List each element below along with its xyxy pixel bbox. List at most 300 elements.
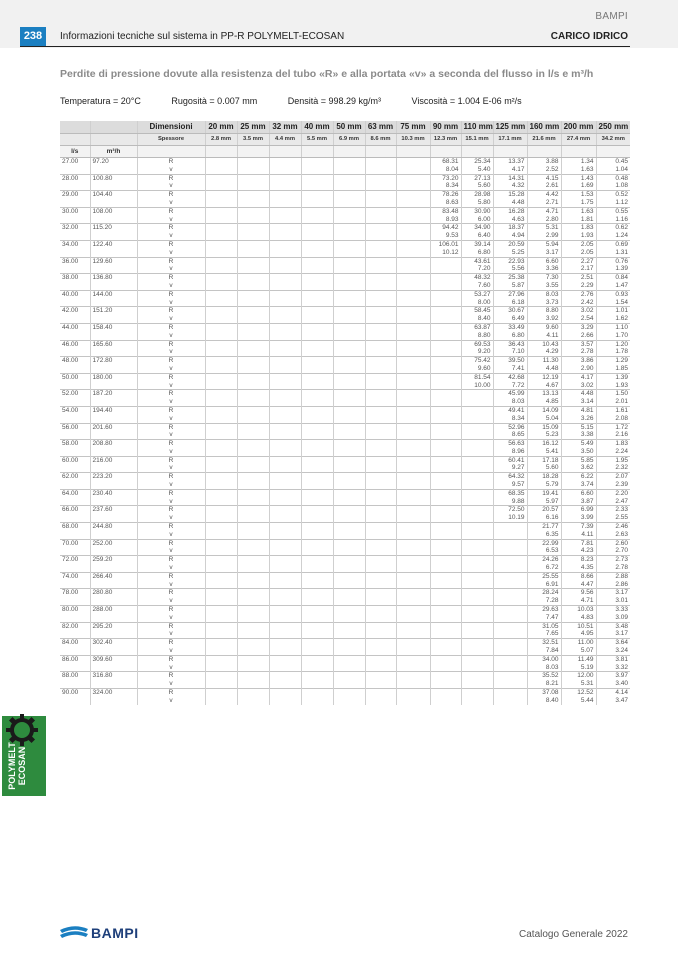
value-cell — [365, 274, 396, 282]
value-cell — [301, 290, 333, 298]
value-cell — [205, 224, 237, 232]
value-cell: 8.80 — [461, 332, 493, 340]
flow-ls — [60, 216, 90, 224]
value-cell — [396, 614, 430, 622]
value-cell — [430, 323, 461, 331]
value-cell — [396, 672, 430, 680]
flow-ls — [60, 265, 90, 273]
value-cell — [430, 456, 461, 464]
value-cell — [461, 581, 493, 589]
value-cell: 2.17 — [561, 265, 596, 273]
header-diameter: 75 mm — [396, 121, 430, 134]
row-label: v — [137, 564, 205, 572]
table-row — [60, 216, 630, 224]
flow-m3h — [90, 464, 137, 472]
value-cell — [301, 572, 333, 580]
row-label: v — [137, 415, 205, 423]
value-cell: 60.41 — [493, 456, 527, 464]
header-diameter: 90 mm — [430, 121, 461, 134]
table-row — [60, 523, 630, 531]
value-cell — [269, 290, 301, 298]
row-label: R — [137, 489, 205, 497]
flow-m3h — [90, 216, 137, 224]
value-cell — [301, 672, 333, 680]
value-cell — [365, 348, 396, 356]
row-label: v — [137, 315, 205, 323]
value-cell — [237, 249, 269, 257]
flow-m3h: 324.00 — [90, 689, 137, 697]
value-cell — [301, 639, 333, 647]
value-cell — [237, 622, 269, 630]
value-cell — [333, 207, 365, 215]
value-cell: 3.32 — [596, 664, 630, 672]
table-header-thickness — [60, 134, 630, 146]
flow-ls: 78.00 — [60, 589, 90, 597]
value-cell: 4.48 — [493, 199, 527, 207]
value-cell — [237, 232, 269, 240]
flow-m3h: 187.20 — [90, 390, 137, 398]
flow-m3h — [90, 365, 137, 373]
value-cell — [237, 382, 269, 390]
value-cell — [461, 589, 493, 597]
value-cell — [396, 357, 430, 365]
value-cell — [269, 398, 301, 406]
value-cell — [301, 166, 333, 174]
value-cell — [365, 589, 396, 597]
value-cell: 5.23 — [527, 431, 561, 439]
header-thickness: 34.2 mm — [596, 134, 630, 146]
table-row — [60, 299, 630, 307]
value-cell — [430, 348, 461, 356]
value-cell: 8.03 — [527, 664, 561, 672]
value-cell — [301, 556, 333, 564]
flow-m3h: 208.80 — [90, 440, 137, 448]
table-row — [60, 464, 630, 472]
value-cell: 9.20 — [461, 348, 493, 356]
value-cell: 25.34 — [461, 158, 493, 166]
value-cell: 2.54 — [561, 315, 596, 323]
value-cell — [430, 581, 461, 589]
table-row — [60, 365, 630, 373]
value-cell: 6.18 — [493, 299, 527, 307]
table-row — [60, 282, 630, 290]
value-cell: 4.17 — [561, 373, 596, 381]
flow-ls: 70.00 — [60, 539, 90, 547]
value-cell — [237, 216, 269, 224]
value-cell — [396, 332, 430, 340]
value-cell: 2.29 — [561, 282, 596, 290]
value-cell — [333, 232, 365, 240]
value-cell — [333, 307, 365, 315]
value-cell: 6.91 — [527, 581, 561, 589]
value-cell — [396, 290, 430, 298]
value-cell: 4.67 — [527, 382, 561, 390]
value-cell — [237, 689, 269, 697]
flow-ls: 80.00 — [60, 606, 90, 614]
value-cell: 1.81 — [561, 216, 596, 224]
header-thickness: 17.1 mm — [493, 134, 527, 146]
value-cell — [237, 440, 269, 448]
value-cell — [333, 498, 365, 506]
value-cell — [237, 265, 269, 273]
value-cell — [237, 630, 269, 638]
value-cell — [205, 581, 237, 589]
value-cell — [301, 174, 333, 182]
value-cell — [365, 697, 396, 705]
value-cell — [396, 489, 430, 497]
value-cell — [333, 597, 365, 605]
value-cell — [205, 390, 237, 398]
value-cell — [269, 697, 301, 705]
value-cell: 1.50 — [596, 390, 630, 398]
value-cell: 8.65 — [493, 431, 527, 439]
value-cell — [461, 614, 493, 622]
value-cell — [365, 547, 396, 555]
value-cell — [301, 473, 333, 481]
value-cell: 5.85 — [561, 456, 596, 464]
value-cell — [461, 556, 493, 564]
value-cell: 2.01 — [596, 398, 630, 406]
value-cell — [333, 431, 365, 439]
value-cell — [365, 299, 396, 307]
value-cell — [365, 523, 396, 531]
value-cell — [301, 689, 333, 697]
value-cell: 58.45 — [461, 307, 493, 315]
value-cell: 4.83 — [561, 614, 596, 622]
flow-m3h: 266.40 — [90, 572, 137, 580]
value-cell — [205, 373, 237, 381]
value-cell: 1.20 — [596, 340, 630, 348]
value-cell — [365, 382, 396, 390]
value-cell — [365, 282, 396, 290]
value-cell: 7.20 — [461, 265, 493, 273]
value-cell — [269, 207, 301, 215]
value-cell — [205, 464, 237, 472]
value-cell: 0.45 — [596, 158, 630, 166]
value-cell: 6.72 — [527, 564, 561, 572]
value-cell — [205, 639, 237, 647]
value-cell — [396, 216, 430, 224]
value-cell — [333, 506, 365, 514]
value-cell — [365, 191, 396, 199]
value-cell — [333, 697, 365, 705]
value-cell: 4.48 — [561, 390, 596, 398]
value-cell: 6.80 — [461, 249, 493, 257]
value-cell — [205, 440, 237, 448]
value-cell — [396, 224, 430, 232]
value-cell: 10.12 — [430, 249, 461, 257]
value-cell — [269, 506, 301, 514]
table-row — [60, 672, 630, 680]
value-cell: 3.36 — [527, 265, 561, 273]
row-label: v — [137, 531, 205, 539]
value-cell — [269, 315, 301, 323]
value-cell: 10.03 — [561, 606, 596, 614]
row-label: R — [137, 473, 205, 481]
value-cell: 9.60 — [527, 323, 561, 331]
value-cell: 5.25 — [493, 249, 527, 257]
value-cell: 35.52 — [527, 672, 561, 680]
value-cell: 3.17 — [596, 589, 630, 597]
table-row — [60, 348, 630, 356]
value-cell — [237, 448, 269, 456]
value-cell: 1.10 — [596, 323, 630, 331]
value-cell — [430, 390, 461, 398]
value-cell: 2.63 — [596, 531, 630, 539]
value-cell — [333, 556, 365, 564]
value-cell — [396, 572, 430, 580]
value-cell: 8.34 — [430, 182, 461, 190]
flow-ls — [60, 464, 90, 472]
value-cell: 6.40 — [461, 232, 493, 240]
value-cell — [269, 564, 301, 572]
value-cell — [461, 606, 493, 614]
flow-m3h — [90, 249, 137, 257]
value-cell: 1.61 — [596, 406, 630, 414]
header-diameter: 32 mm — [269, 121, 301, 134]
value-cell — [269, 390, 301, 398]
flow-ls: 34.00 — [60, 240, 90, 248]
flow-m3h: 180.00 — [90, 373, 137, 381]
flow-m3h: 309.60 — [90, 655, 137, 663]
value-cell — [205, 207, 237, 215]
table-row — [60, 240, 630, 248]
value-cell — [333, 315, 365, 323]
value-cell — [333, 158, 365, 166]
bampi-logo-icon — [58, 924, 90, 940]
value-cell — [430, 489, 461, 497]
header-diameter: 110 mm — [461, 121, 493, 134]
value-cell — [205, 655, 237, 663]
flow-m3h — [90, 614, 137, 622]
table-row — [60, 382, 630, 390]
value-cell — [237, 282, 269, 290]
value-cell: 3.01 — [596, 597, 630, 605]
flow-m3h — [90, 282, 137, 290]
table-row — [60, 158, 630, 166]
value-cell — [430, 257, 461, 265]
value-cell: 0.62 — [596, 224, 630, 232]
value-cell: 45.99 — [493, 390, 527, 398]
table-row — [60, 191, 630, 199]
value-cell — [205, 506, 237, 514]
value-cell — [365, 265, 396, 273]
value-cell — [365, 689, 396, 697]
value-cell — [430, 357, 461, 365]
header-blank — [561, 146, 596, 158]
table-row — [60, 506, 630, 514]
flow-ls: 60.00 — [60, 456, 90, 464]
value-cell — [365, 581, 396, 589]
value-cell — [365, 514, 396, 522]
value-cell — [365, 431, 396, 439]
value-cell: 4.71 — [561, 597, 596, 605]
param-density: Densità = 998.29 kg/m³ — [287, 96, 382, 106]
value-cell — [269, 191, 301, 199]
value-cell — [301, 498, 333, 506]
flow-ls — [60, 630, 90, 638]
value-cell: 4.15 — [527, 174, 561, 182]
value-cell: 5.04 — [527, 415, 561, 423]
value-cell — [237, 498, 269, 506]
value-cell: 81.54 — [461, 373, 493, 381]
table-row — [60, 597, 630, 605]
value-cell — [205, 299, 237, 307]
value-cell — [333, 639, 365, 647]
value-cell: 2.70 — [596, 547, 630, 555]
value-cell — [269, 614, 301, 622]
value-cell: 3.38 — [561, 431, 596, 439]
value-cell — [430, 382, 461, 390]
value-cell — [333, 182, 365, 190]
value-cell — [301, 357, 333, 365]
value-cell — [205, 547, 237, 555]
value-cell — [365, 182, 396, 190]
value-cell — [237, 606, 269, 614]
value-cell: 4.85 — [527, 398, 561, 406]
value-cell: 22.99 — [527, 539, 561, 547]
value-cell — [365, 415, 396, 423]
value-cell — [396, 564, 430, 572]
value-cell — [301, 207, 333, 215]
value-cell — [333, 547, 365, 555]
value-cell — [301, 655, 333, 663]
value-cell — [269, 257, 301, 265]
value-cell: 5.87 — [493, 282, 527, 290]
value-cell — [269, 597, 301, 605]
flow-m3h — [90, 299, 137, 307]
value-cell — [333, 365, 365, 373]
value-cell — [430, 299, 461, 307]
value-cell: 106.01 — [430, 240, 461, 248]
value-cell: 7.10 — [493, 348, 527, 356]
flow-ls — [60, 614, 90, 622]
header-blank — [60, 121, 90, 134]
value-cell — [396, 299, 430, 307]
value-cell — [461, 639, 493, 647]
flow-m3h — [90, 664, 137, 672]
value-cell: 9.88 — [493, 498, 527, 506]
value-cell — [396, 315, 430, 323]
value-cell — [237, 390, 269, 398]
flow-ls: 50.00 — [60, 373, 90, 381]
value-cell: 13.37 — [493, 158, 527, 166]
value-cell: 11.00 — [561, 639, 596, 647]
value-cell: 4.23 — [561, 547, 596, 555]
value-cell — [493, 556, 527, 564]
flow-ls: 58.00 — [60, 440, 90, 448]
value-cell: 5.41 — [527, 448, 561, 456]
flow-m3h: 97.20 — [90, 158, 137, 166]
flow-m3h — [90, 182, 137, 190]
value-cell: 29.63 — [527, 606, 561, 614]
value-cell: 1.01 — [596, 307, 630, 315]
value-cell — [205, 290, 237, 298]
value-cell: 2.16 — [596, 431, 630, 439]
value-cell — [269, 672, 301, 680]
value-cell — [237, 257, 269, 265]
value-cell — [333, 581, 365, 589]
value-cell — [430, 523, 461, 531]
table-row — [60, 514, 630, 522]
value-cell: 3.74 — [561, 481, 596, 489]
value-cell — [430, 340, 461, 348]
value-cell — [461, 547, 493, 555]
value-cell — [430, 315, 461, 323]
header-blank — [90, 134, 137, 146]
value-cell: 0.93 — [596, 290, 630, 298]
flow-m3h — [90, 448, 137, 456]
bampi-logo-text: BAMPI — [91, 925, 139, 941]
value-cell — [461, 647, 493, 655]
flow-ls — [60, 398, 90, 406]
value-cell: 21.77 — [527, 523, 561, 531]
value-cell — [205, 257, 237, 265]
value-cell — [269, 664, 301, 672]
value-cell — [396, 182, 430, 190]
value-cell — [237, 290, 269, 298]
flow-ls: 62.00 — [60, 473, 90, 481]
table-row — [60, 415, 630, 423]
value-cell: 48.32 — [461, 274, 493, 282]
value-cell: 15.09 — [527, 423, 561, 431]
value-cell: 0.48 — [596, 174, 630, 182]
value-cell — [269, 282, 301, 290]
value-cell — [365, 489, 396, 497]
value-cell — [269, 639, 301, 647]
value-cell — [237, 523, 269, 531]
value-cell — [205, 564, 237, 572]
flow-ls — [60, 315, 90, 323]
value-cell — [461, 415, 493, 423]
value-cell: 1.95 — [596, 456, 630, 464]
value-cell: 5.40 — [461, 166, 493, 174]
value-cell — [365, 664, 396, 672]
value-cell — [237, 514, 269, 522]
value-cell — [333, 456, 365, 464]
value-cell — [301, 423, 333, 431]
value-cell — [396, 680, 430, 688]
flow-ls: 38.00 — [60, 274, 90, 282]
value-cell — [205, 158, 237, 166]
value-cell — [269, 622, 301, 630]
value-cell: 3.97 — [596, 672, 630, 680]
value-cell — [430, 606, 461, 614]
value-cell — [269, 232, 301, 240]
value-cell — [237, 680, 269, 688]
value-cell: 33.49 — [493, 323, 527, 331]
row-label: R — [137, 655, 205, 663]
table-row — [60, 572, 630, 580]
value-cell — [365, 655, 396, 663]
value-cell: 3.24 — [596, 647, 630, 655]
value-cell — [430, 431, 461, 439]
value-cell: 10.51 — [561, 622, 596, 630]
value-cell — [430, 514, 461, 522]
value-cell — [205, 647, 237, 655]
value-cell — [430, 473, 461, 481]
value-cell — [396, 249, 430, 257]
value-cell: 94.42 — [430, 224, 461, 232]
value-cell — [365, 647, 396, 655]
value-cell — [430, 564, 461, 572]
flow-ls — [60, 680, 90, 688]
value-cell — [333, 323, 365, 331]
value-cell: 68.35 — [493, 489, 527, 497]
value-cell: 6.16 — [527, 514, 561, 522]
value-cell — [205, 672, 237, 680]
value-cell — [365, 448, 396, 456]
